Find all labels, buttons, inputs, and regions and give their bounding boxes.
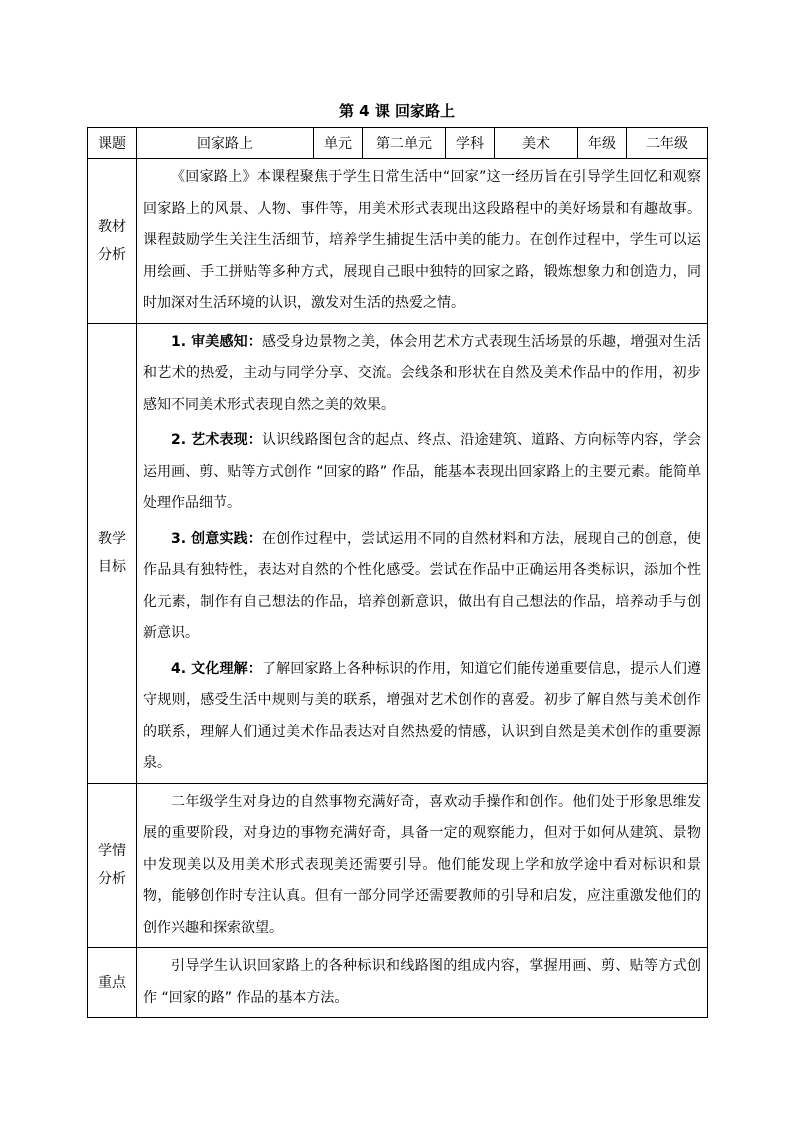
goal-lead: 3. 创意实践： — [171, 530, 262, 547]
goal-text: 感受身边景物之美，体会用艺术方式表现生活场景的乐趣，增强对生活和艺术的热爱，主动与同学分享、交流。会线条和形状在自然及美术作品中的作用，初步感知不同美术形式表现自然之美的效果。 — [143, 333, 702, 413]
page-title: 第 4 课 回家路上 — [338, 102, 456, 120]
teaching-goals-row — [88, 323, 708, 783]
teaching-goals-label-line1: 教学 — [98, 531, 126, 547]
teaching-goals-content — [137, 323, 708, 783]
learner-analysis-row — [88, 783, 708, 948]
goal-text: 了解回家路上各种标识的作用，知道它们能传递重要信息，提示人们遵守规则，感受生活中规则与美的联系，增强对艺术创作的喜爱。初步了解自然与美术创作的联系，理解人们通过美术作品表达对自然热爱的情感，认识到自然是美术创作的重要源泉。 — [143, 660, 702, 771]
material-analysis-text: 《回家路上》本课程聚焦于学生日常生活中“回家”这一经历旨在引导学生回忆和观察回家路上的风景、人物、事件等，用美术形式表现出这段路程中的美好场景和有趣故事。课程鼓励学生关注生活细节，培养学生捕捉生活中美的能力。在创作过程中，学生可以运用绘画、手工拼贴等多种方式，展现自己眼中独特的回家之路，锻炼想象力和创造力，同时加深对生活环境的认识，激发对生活的热爱之情。 — [143, 169, 701, 311]
goal-lead: 1. 审美感知： — [171, 333, 262, 350]
material-analysis-label-line1: 教材 — [98, 218, 126, 235]
unit-value: 第二单元 — [363, 128, 446, 159]
key-points-content — [137, 948, 708, 1018]
subject-label: 学科 — [446, 128, 495, 159]
grade-value: 二年级 — [627, 128, 708, 159]
goal-item-culture — [143, 654, 701, 780]
topic-value: 回家路上 — [137, 128, 314, 159]
learner-analysis-content — [137, 783, 708, 948]
learner-analysis-label-line2: 分析 — [98, 871, 126, 888]
material-analysis-label — [88, 159, 137, 324]
topic-label: 课题 — [88, 128, 137, 159]
goal-text: 在创作过程中，尝试运用不同的自然材料和方法，展现自己的创意，使作品具有独特性，表达对自然的个性化感受。尝试在作品中正确运用各类标识，添加个性化元素，制作有自己想法的作品，培养创新意识，做出有自己想法的作品，培养动手与创新意识。 — [143, 530, 702, 641]
material-analysis-content — [137, 159, 708, 324]
goal-item-aesthetic — [143, 327, 701, 422]
teaching-goals-label — [88, 323, 137, 783]
goal-item-creative — [143, 524, 701, 650]
learner-analysis-label-line1: 学情 — [98, 843, 126, 860]
learner-analysis-text: 二年级学生对身边的自然事物充满好奇，喜欢动手操作和创作。他们处于形象思维发展的重要阶段，对身边的事物充满好奇，具备一定的观察能力，但对于如何从建筑、景物中发现美以及用美术形式表现美还需要引导。他们能发现上学和放学途中看对标识和景物，能够创作时专注认真。但有一部分同学还需要教师的引导和启发，应注重激发他们的创作兴趣和探索欲望。 — [143, 793, 701, 936]
goal-text: 认识线路图包含的起点、终点、沿途建筑、道路、方向标等内容，学会运用画、剪、贴等方式创作 “回家的路” 作品，能基本表现出回家路上的主要元素。能简单处理作品细节。 — [143, 432, 702, 511]
goal-lead: 4. 文化理解： — [171, 660, 262, 677]
teaching-goals-label-line2: 目标 — [98, 559, 126, 575]
learner-analysis-label — [88, 783, 137, 948]
unit-label: 单元 — [314, 128, 363, 159]
lesson-plan-table — [87, 127, 708, 1018]
material-analysis-row — [88, 159, 708, 324]
header-row — [88, 128, 708, 159]
subject-value: 美术 — [495, 128, 578, 159]
goal-item-expression — [143, 425, 701, 520]
grade-label: 年级 — [578, 128, 627, 159]
goal-lead: 2. 艺术表现： — [171, 432, 262, 448]
material-analysis-label-line2: 分析 — [98, 246, 126, 263]
key-points-label: 重点 — [88, 948, 137, 1018]
key-points-row — [88, 948, 708, 1018]
key-points-text: 引导学生认识回家路上的各种标识和线路图的组成内容，掌握用画、剪、贴等方式创作 “回家的路” 作品的基本方法。 — [143, 958, 701, 1006]
